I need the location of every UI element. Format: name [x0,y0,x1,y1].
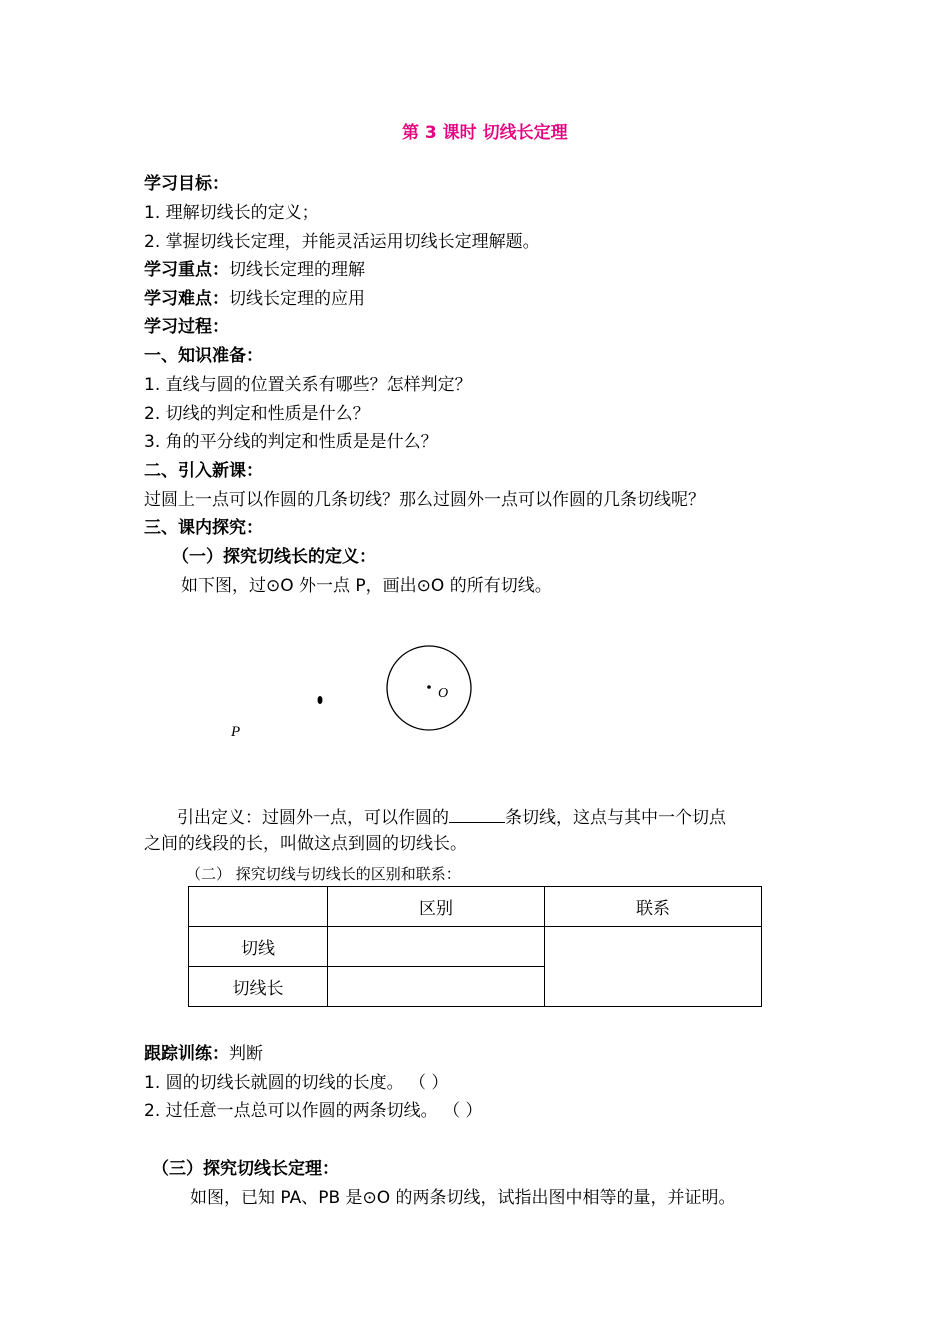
practice-item: 2. 过任意一点总可以作圆的两条切线。 （ ） [144,1101,483,1121]
difficulty-label: 学习难点： [144,289,229,309]
definition-part1: 引出定义：过圆外一点，可以作圆的 [177,808,449,828]
section2-heading: 二、引入新课： [144,461,263,481]
practice-item: 1. 圆的切线长就圆的切线的长度。 （ ） [144,1073,449,1093]
practice-type: 判断 [229,1044,263,1064]
practice-label: 跟踪训练： [144,1044,229,1064]
table-header-empty [189,887,328,927]
objective-item: 1. 理解切线长的定义； [144,203,319,223]
section3-3-text: 如图，已知 PA、PB 是⊙O 的两条切线，试指出图中相等的量，并证明。 [190,1188,736,1208]
difficulty [144,289,365,309]
section3-3-heading: （三）探究切线长定理： [152,1159,339,1179]
circle-figure [200,630,500,750]
objective-item: 2. 掌握切线长定理，并能灵活运用切线长定理解题。 [144,232,540,252]
label-p: P [231,724,241,740]
section3-sub2: （二） 探究切线与切线长的区别和联系： [186,865,461,883]
table-row-label-tangent-length: 切线长 [189,967,328,1007]
table-cell-tangent-length-difference[interactable] [328,967,545,1007]
section2-text: 过圆上一点可以作圆的几条切线？那么过圆外一点可以作圆的几条切线呢？ [144,490,705,510]
definition-line2: 之间的线段的长，叫做这点到圆的切线长。 [144,834,467,854]
key-point [144,260,365,280]
section3-sub1: （一）探究切线长的定义： [172,547,376,567]
table-row-label-tangent: 切线 [189,927,328,967]
table-header-relation: 联系 [545,887,762,927]
key-point-label: 学习重点： [144,260,229,280]
table-cell-tangent-difference[interactable] [328,927,545,967]
label-o: O [438,686,449,701]
practice-heading [144,1044,263,1064]
point-p-dot [318,696,323,704]
fill-blank[interactable] [449,806,505,823]
process-label: 学习过程： [144,317,229,337]
page-title: 第 3 课时 切线长定理 [402,123,568,143]
section1-item: 1. 直线与圆的位置关系有哪些？怎样判定？ [144,375,472,395]
objectives-label: 学习目标： [144,174,229,194]
section1-item: 3. 角的平分线的判定和性质是是什么？ [144,432,438,452]
table-header-difference: 区别 [328,887,545,927]
table-cell-relation[interactable] [545,927,762,1007]
definition-line1 [177,806,726,828]
definition-part2: 条切线，这点与其中一个切点 [505,808,726,828]
section1-item: 2. 切线的判定和性质是什么？ [144,404,370,424]
section3-sub1-text: 如下图，过⊙O 外一点 P，画出⊙O 的所有切线。 [181,576,552,596]
section3-heading: 三、课内探究： [144,518,263,538]
section1-heading: 一、知识准备： [144,346,263,366]
center-o-dot [427,685,431,689]
difficulty-text: 切线长定理的应用 [229,289,365,309]
key-point-text: 切线长定理的理解 [229,260,365,280]
comparison-table [188,886,762,1007]
